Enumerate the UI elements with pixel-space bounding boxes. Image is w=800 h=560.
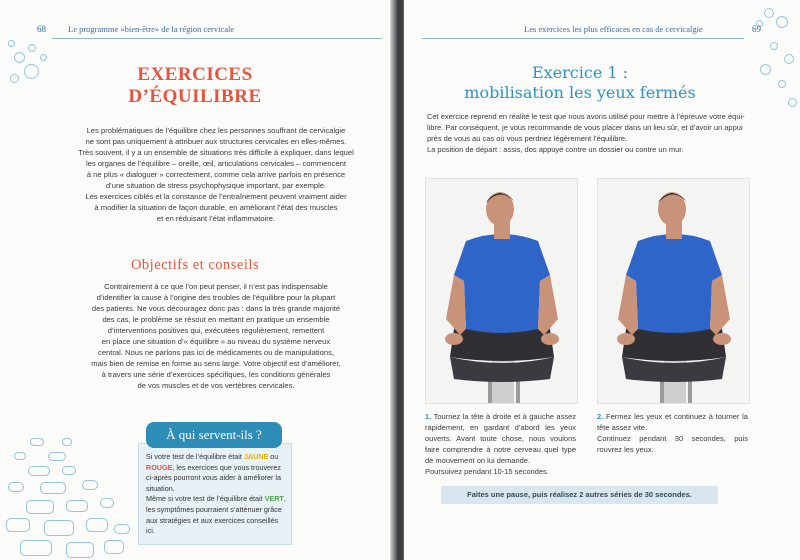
step-2-text: Fermez les yeux et continuez à tourner la tête assez vite. — [597, 412, 748, 432]
step-1-text: Tournez la tête à droite et à gauche assez rapidement, en gardant d’abord les yeux ouverts. Avant toute chose, nous voulons faire comprendre à notre cerveau quel type de mouvement on lui demande. — [425, 412, 576, 465]
page-title — [110, 64, 280, 108]
exercise-photo-1 — [425, 178, 578, 404]
exercise-title-line1: Exercice 1 : — [531, 63, 629, 82]
man-seated-eyes-closed-illustration — [598, 179, 749, 403]
decorative-bubble — [788, 98, 797, 107]
decorative-bubble — [764, 8, 774, 18]
decorative-bubble — [14, 52, 25, 63]
step-1-number: 1. — [425, 412, 432, 421]
exercise-intro: Cet exercice reprend en réalité le test que nous avons utilisé pour mettre à l’épreuve votre équi- libre. Par conséquent, je vous recommande de vous placer dans un lieu sûr, et d’avoir un appui près de vous au cas où vous perdriez légèrement l’équilibre. La position de départ : assis, dos appuyé contre un dossier ou contre un mur. — [427, 112, 745, 154]
running-head: Le programme «bien-être» de la région cervicale — [68, 24, 235, 34]
exercise-photo-2 — [597, 178, 750, 404]
step-2 — [597, 411, 748, 455]
pause-banner: Faites une pause, puis réalisez 2 autres séries de 30 secondes. — [441, 486, 718, 504]
callout-text — [146, 452, 286, 537]
intro-paragraph-1: Les problématiques de l’équilibre chez les personnes souffrant de cervicalgie ne sont pas uniquement à attribuer aux structures cervicales en elles-mêmes. Très souvent, il y a un ensemble de situations très difficile à expliquer, dans lequel les organes de l’équilibre – oreille, œil, articulations cervicales – commencent à ne plus « dialoguer » correctement, comme cela arrive parfois en présence d’une situation de stress psychophysique important, par exemple. — [78, 126, 354, 190]
decorative-bubble — [776, 16, 788, 28]
intro-paragraph-2: Les exercices ciblés et la constance de l’entraînement peuvent vraiment aider à modifier la situation de façon durable, en améliorant l’état des muscles et en réduisant l’état inflammatoire. — [85, 192, 347, 223]
step-2-number: 2. — [597, 412, 604, 421]
step-1 — [425, 411, 576, 477]
left-page — [0, 0, 396, 560]
callout-paragraph-2: Même si votre test de l’équilibre était VERT, les symptômes pourraient s’atténuer grâce aux stratégies et aux exercices conseillés ici. — [146, 494, 286, 536]
exercise-title-line2: mobilisation les yeux fermés — [464, 83, 696, 102]
decorative-bubble — [10, 74, 19, 83]
section-subtitle: Objectifs et conseils — [130, 257, 260, 273]
decorative-bubble — [784, 54, 794, 64]
callout-title: À qui servent-ils ? — [146, 422, 282, 448]
decorative-bubble — [28, 44, 36, 52]
page-number-right: 69 — [752, 24, 761, 34]
decorative-bubble — [8, 40, 15, 47]
decorative-bubble — [760, 64, 771, 75]
running-head-right: Les exercices les plus efficaces en cas de cervicalgie — [524, 24, 703, 34]
step-2-repeat: Continuez pendant 30 secondes, puis rouvrez les yeux. — [597, 434, 748, 454]
page-title-line2: D’ÉQUILIBRE — [128, 86, 262, 107]
decorative-bubble — [770, 42, 778, 50]
step-1-repeat: Poursuivez pendant 10-15 secondes. — [425, 467, 549, 476]
page-title-line1: EXERCICES — [137, 64, 253, 85]
callout-paragraph-1: Si votre test de l’équilibre était JAUNE ou ROUGE, les exercices que vous trouverez ci-après pourront vous aider à améliorer la situation. — [146, 452, 282, 493]
objectifs-paragraph: Contrairement à ce que l’on peut penser, il n’est pas indispensable d’identifier la cause à l’origine des troubles de l’équilibre pour la plupart des patients. Ne vous découragez donc pas : dans la très grande majorité des cas, le problème se résout en mettant en pratique un ensemble d’interventions positives qui, exécutées régulièrement, remettent en place une situation d’« équilibre » au niveau du système nerveux central. Nous ne parlons pas ici de médicaments ou de manipulations, mais bien de remise en forme au sens large. Votre objectif est d’améliorer, à travers une série d’exercices spécifiques, les conditions générales de vos muscles et de vos vertèbres cervicales. — [91, 282, 341, 390]
header-rule-right — [422, 38, 744, 39]
page-number: 68 — [37, 24, 46, 34]
decorative-bubble — [778, 80, 786, 88]
decorative-bubble — [40, 54, 47, 61]
header-rule — [52, 38, 382, 39]
man-seated-head-turned-illustration — [426, 179, 577, 403]
decorative-bubble — [24, 64, 39, 79]
